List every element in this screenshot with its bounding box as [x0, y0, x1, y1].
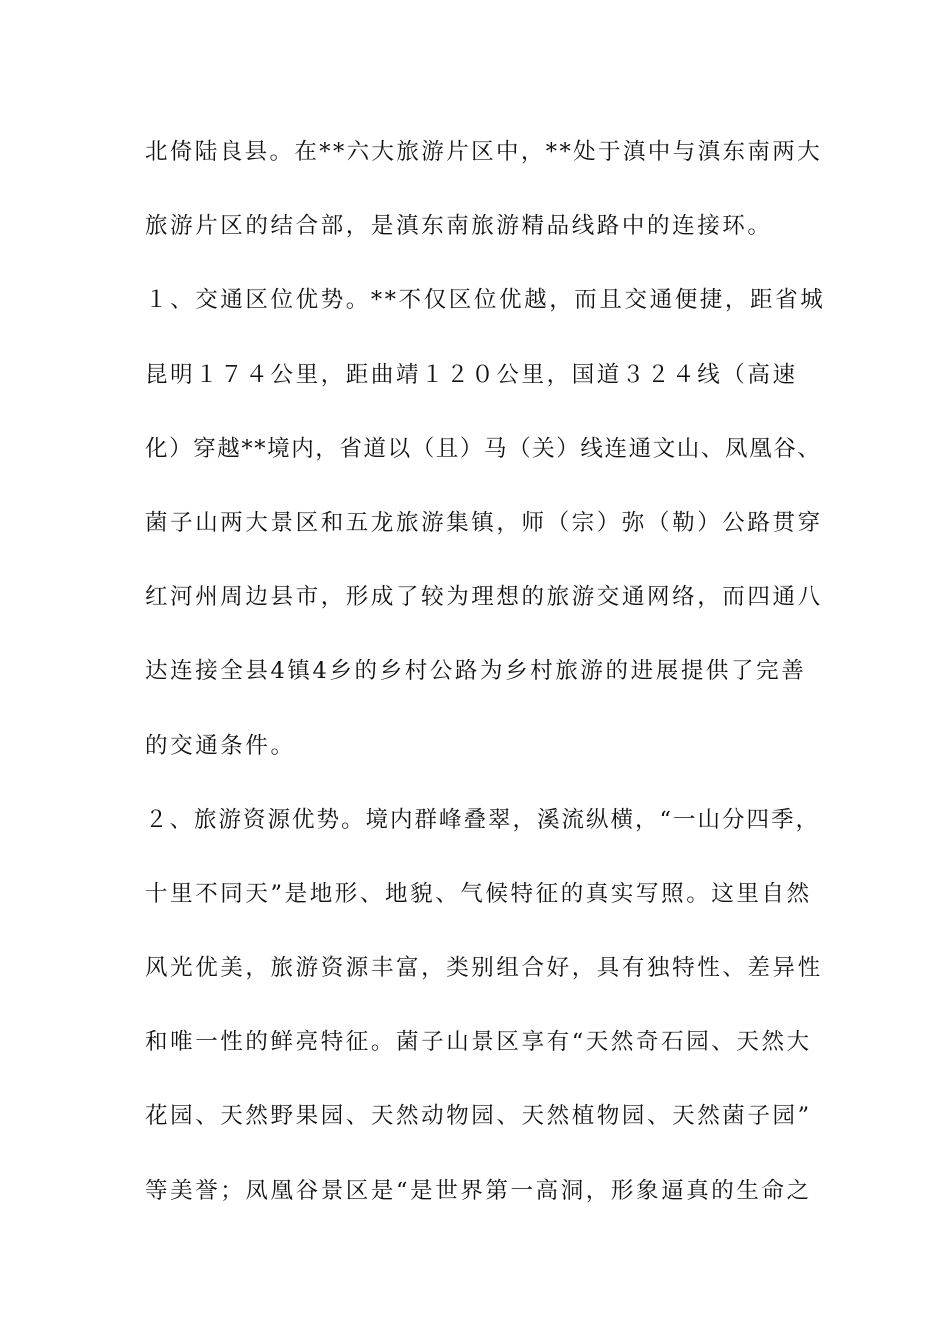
text-line: 北倚陆良县。在**六大旅游片区中，**处于滇中与滇东南两大	[145, 139, 823, 165]
text-line: 花园、天然野果园、天然动物园、天然植物园、天然菌子园”	[145, 1103, 812, 1130]
text-line: 化）穿越**境内，省道以（且）马（关）线连通文山、凤凰谷、	[145, 435, 822, 462]
text-line: 十里不同天”是地形、地貌、气候特征的真实写照。这里自然	[145, 880, 812, 907]
text-line: １、交通区位优势。**不仅区位优越，而且交通便捷，距省城	[145, 287, 826, 314]
text-line: 菌子山两大景区和五龙旅游集镇，师（宗）弥（勒）公路贯穿	[145, 509, 823, 536]
text-line: ２、旅游资源优势。境内群峰叠翠，溪流纵横，“一山分四季，	[145, 806, 821, 833]
text-line: 和唯一性的鲜亮特征。菌子山景区享有“天然奇石园、天然大	[145, 1029, 812, 1056]
text-line: 昆明１７４公里，距曲靖１２０公里，国道３２４线（高速	[145, 361, 798, 388]
text-line: 等美誉；凤凰谷景区是“是世界第一高洞，形象逼真的生命之	[145, 1177, 812, 1204]
body-text	[145, 134, 825, 1247]
text-line: 旅游片区的结合部，是滇东南旅游精品线路中的连接环。	[145, 213, 773, 240]
text-line: 的交通条件。	[145, 732, 296, 759]
text-line: 红河州周边县市，形成了较为理想的旅游交通网络，而四通八	[145, 584, 823, 611]
text-line: 风光优美，旅游资源丰富，类别组合好，具有独特性、差异性	[145, 955, 823, 982]
text-line: 达连接全县4镇4乡的乡村公路为乡村旅游的进展提供了完善	[145, 658, 807, 685]
